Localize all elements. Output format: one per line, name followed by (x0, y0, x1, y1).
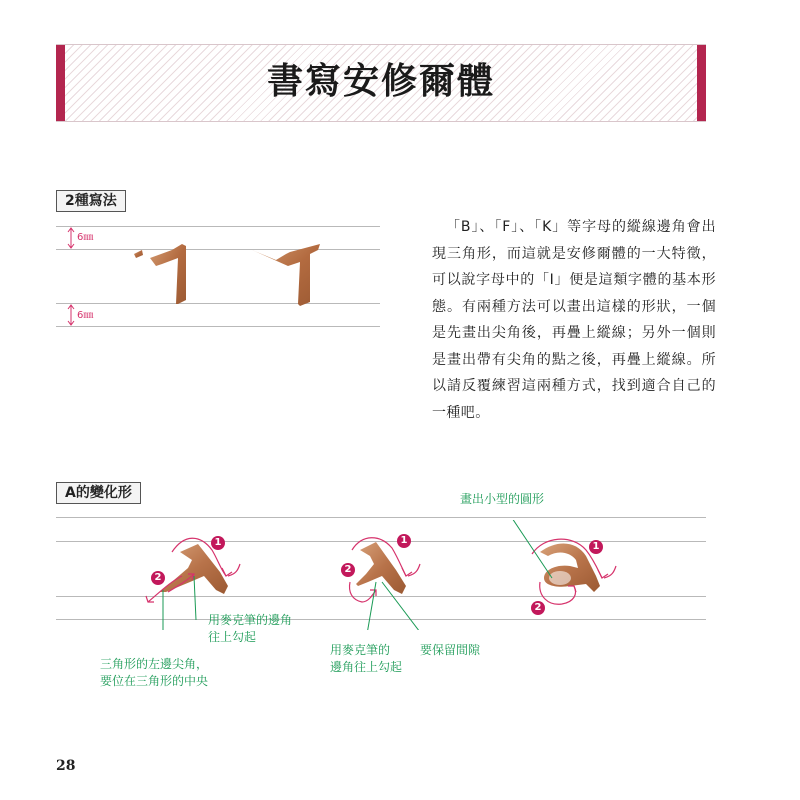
measure-label-bottom: 6㎜ (77, 310, 94, 321)
page-title: 書寫安修爾體 (266, 60, 495, 102)
note-gap: 要保留間隙 (420, 643, 481, 657)
measure-label-top: 6㎜ (77, 232, 94, 243)
note-marker-corner: 用麥克筆的 邊角往上勾起 (330, 643, 403, 674)
note-marker-edge: 用麥克筆的邊角 往上勾起 (208, 613, 293, 644)
section-tag-a-variations: A的變化形 (56, 482, 141, 504)
note-small-circle: 畫出小型的圓形 (460, 492, 545, 506)
note-triangle: 三角形的左邊尖角， 要位在三角形的中央 (100, 657, 209, 688)
step-one-label: 1 (400, 535, 408, 546)
step-one-label: 1 (214, 537, 222, 548)
step-two-label: 2 (534, 602, 542, 613)
step-two-label: 2 (154, 572, 162, 583)
section-tag-two-ways: 2種寫法 (56, 190, 126, 212)
description-paragraph: 「B」、「F」、「K」等字母的縱線邊角會出現三角形，而這就是安修爾體的一大特徵，可以說字母中的「I」便是這類字體的基本形態。有兩種方法可以畫出這樣的形狀，一個是先畫出尖角後，再疊上縱線；另外一個則是畫出帶有尖角的點之後，再疊上縱線。所以請反覆練習這兩種方式，找到適合自己的一種吧。 (432, 219, 716, 421)
step-two-label: 2 (344, 564, 352, 575)
step-one-label: 1 (592, 541, 600, 552)
page-number: 28 (56, 758, 76, 774)
